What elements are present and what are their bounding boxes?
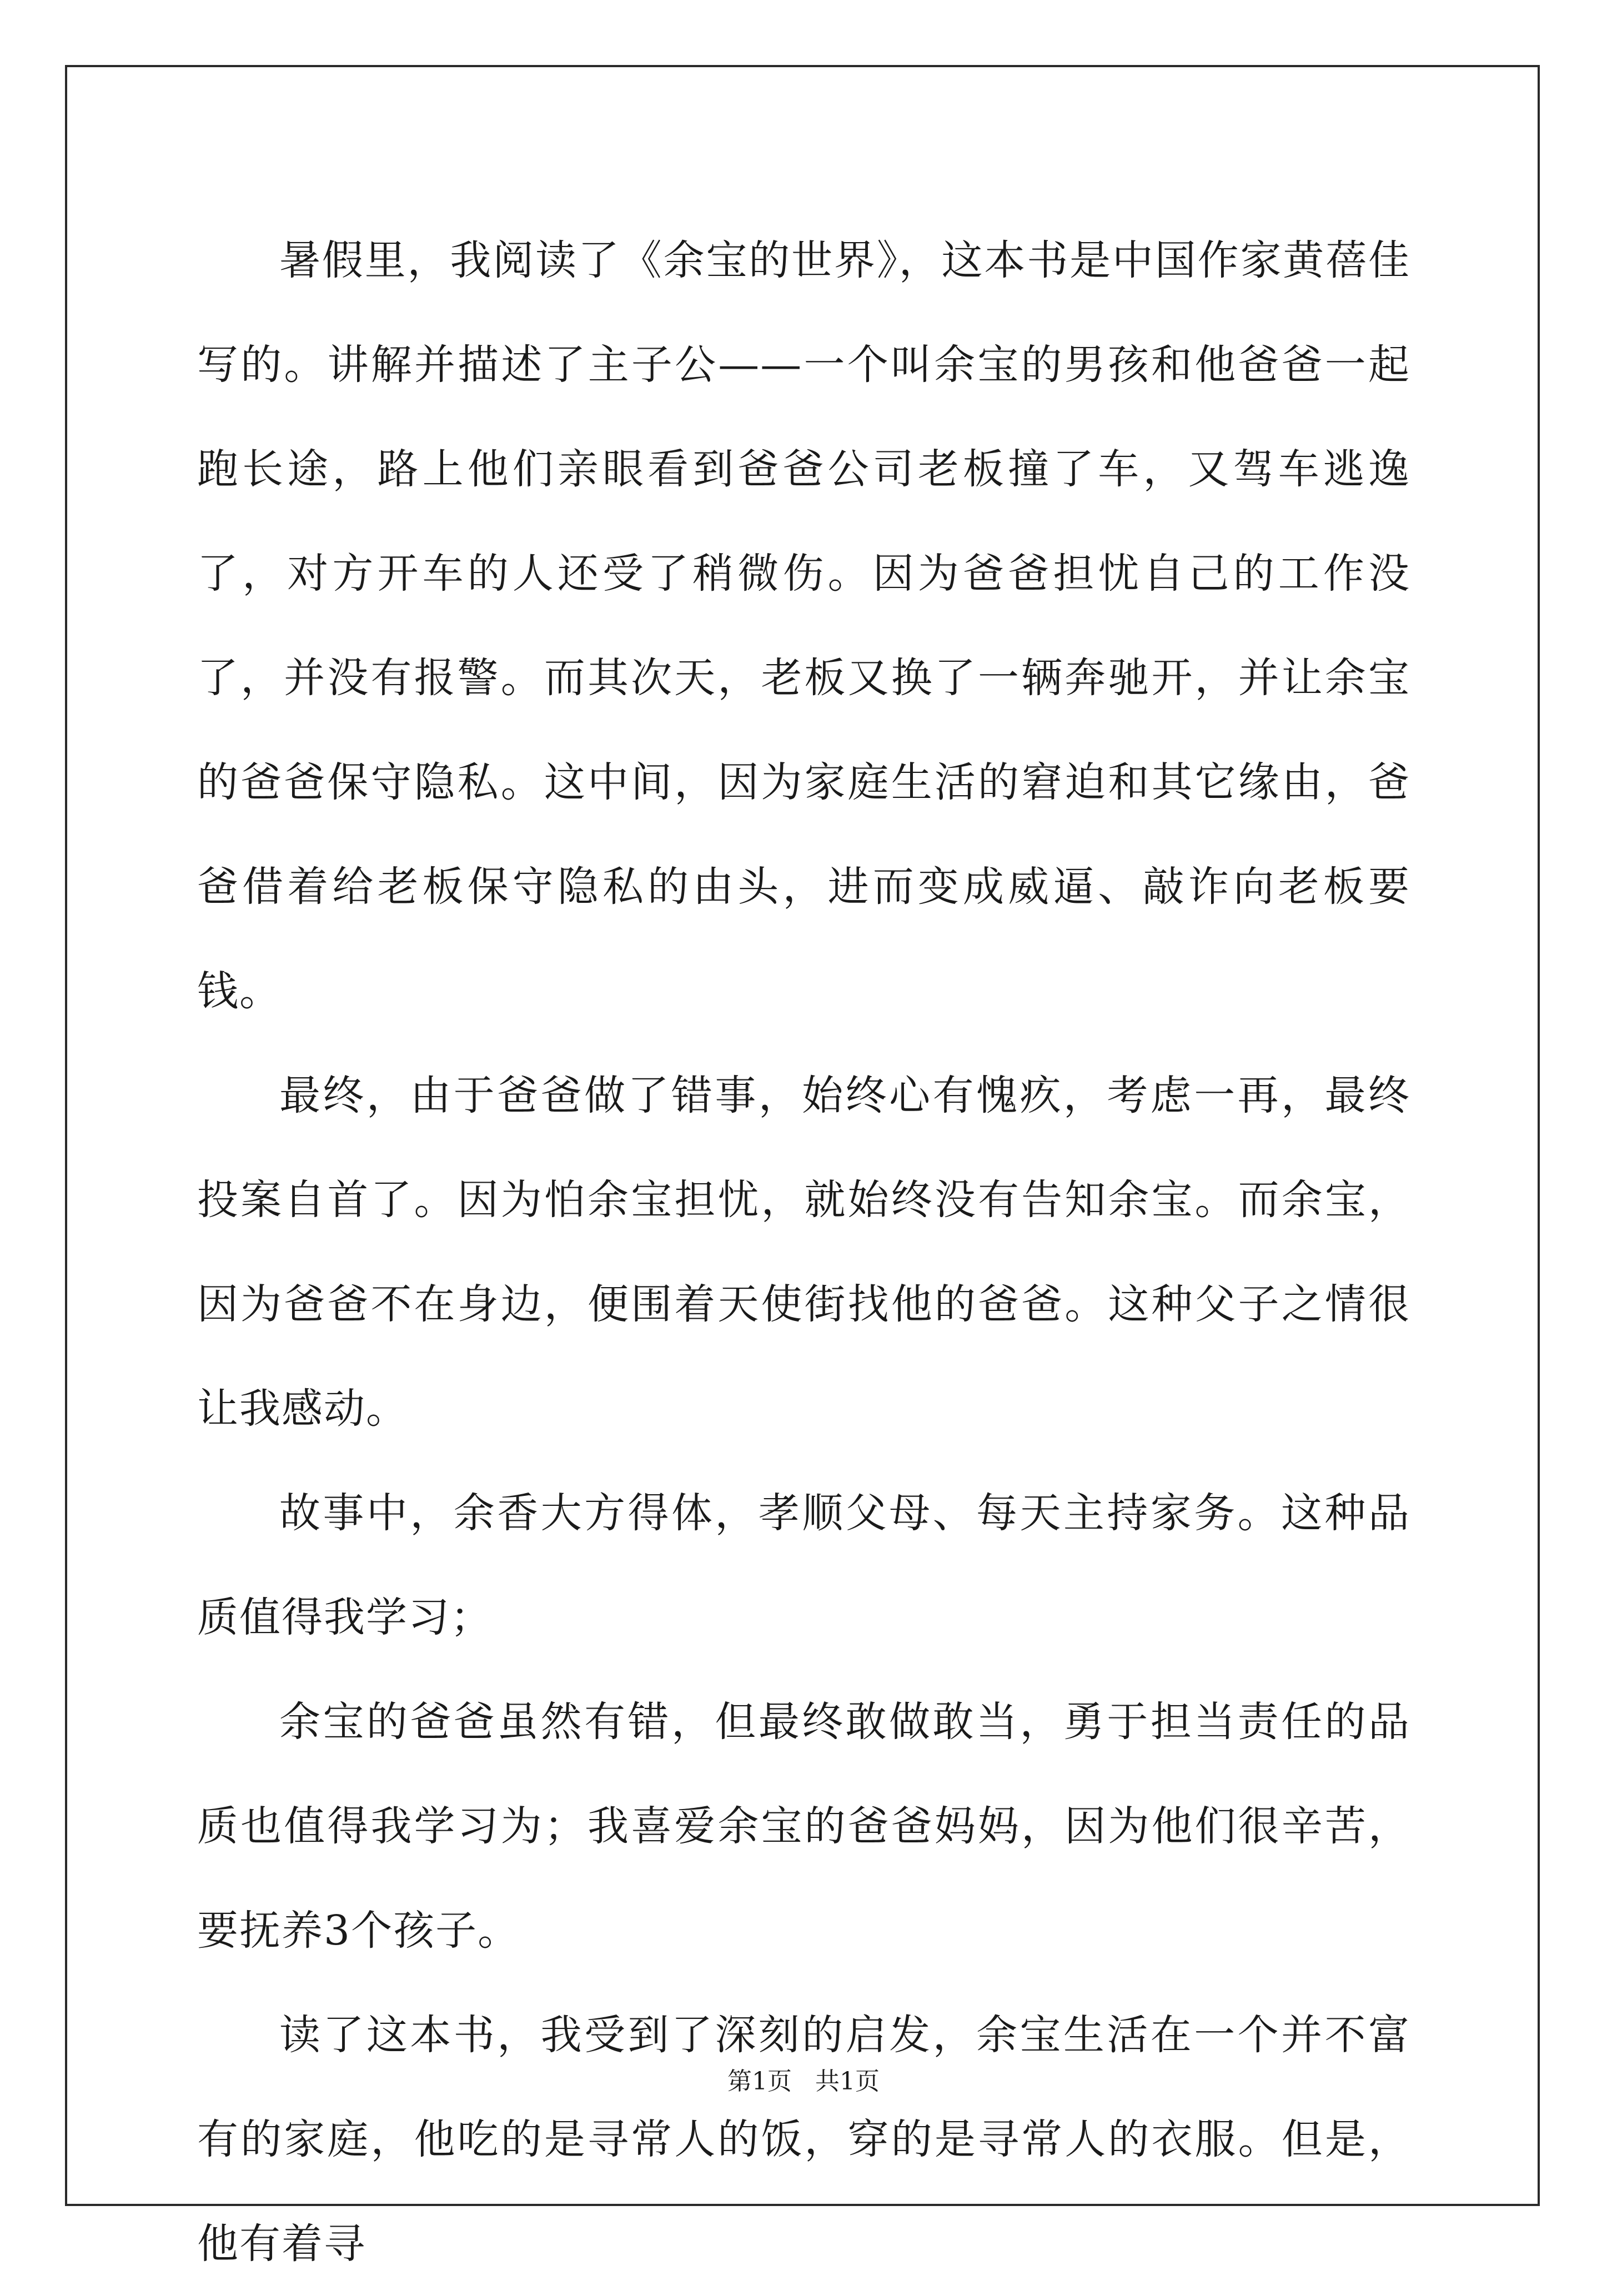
paragraph-3: 故事中，余香大方得体，孝顺父母、每天主持家务。这种品质值得我学习； [197,1489,1410,1641]
paragraph-2: 最终，由于爸爸做了错事，始终心有愧疚，考虑一再，最终投案自首了。因为怕余宝担忧，就始终没有告知余宝。而余宝，因为爸爸不在身边，便围着天使街找他的爸爸。这种父子之情很让我感动。 [197,1072,1410,1433]
paragraph-1: 暑假里，我阅读了《余宝的世界》，这本书是中国作家黄蓓佳写的。讲解并描述了主子公——一个叫余宝的男孩和他爸爸一起跑长途，路上他们亲眼看到爸爸公司老板撞了车，又驾车逃逸了，对方开车的人还受了稍微伤。因为爸爸担忧自己的工作没了，并没有报警。而其次天，老板又换了一辆奔驰开，并让余宝的爸爸保守隐私。这中间，因为家庭生活的窘迫和其它缘由，爸爸借着给老板保守隐私的由头，进而变成威逼、敲诈向老板要钱。 [197,237,1410,1015]
page-number-footer: 第1页 共1页 [727,2067,880,2096]
document-body [197,208,1410,2296]
paragraph-5: 读了这本书，我受到了深刻的启发，余宝生活在一个并不富有的家庭，他吃的是寻常人的饭，穿的是寻常人的衣服。但是，他有着寻 [197,2011,1410,2268]
paragraph-4: 余宝的爸爸虽然有错，但最终敢做敢当，勇于担当责任的品质也值得我学习为；我喜爱余宝的爸爸妈妈，因为他们很辛苦，要抚养3个孩子。 [197,1698,1410,1955]
